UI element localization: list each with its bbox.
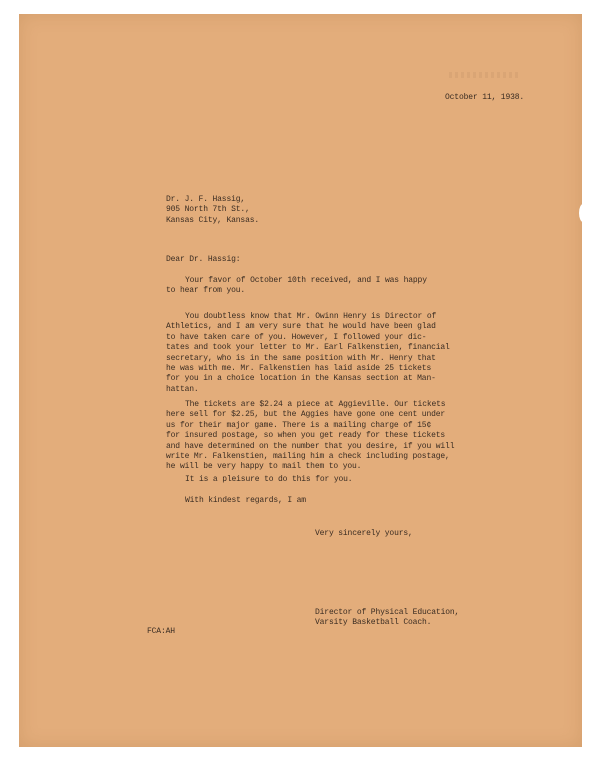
address-line: 905 North 7th St., [166,205,250,215]
address-line: Kansas City, Kansas. [166,215,260,225]
address-line: Dr. J. F. Hassig, [166,195,246,204]
paragraph-line: he will be very happy to mail them to you. [166,462,362,472]
letter-date: October 11, 1938. [445,93,525,102]
paragraph-line: and have determined on the number that you desire, if you will [166,441,455,451]
paragraph-line: The tickets are $2.24 a piece at Aggieville. Our tickets [185,400,446,409]
regards-line: With kindest regards, I am [185,496,306,505]
reference-initials: FCA:AH [147,627,175,636]
paragraph-line: Athletics, and I am very sure that he would have been glad [166,322,436,332]
paragraph-line: here sell for $2.25, but the Aggies have gone one cent under [166,410,446,420]
paragraph-line: hattan. [166,384,199,394]
complimentary-close: Very sincerely yours, [315,529,413,538]
paragraph-3 [166,400,454,473]
salutation: Dear Dr. Hassig: [166,255,241,264]
recipient-address [166,195,259,226]
letter-page [19,14,582,747]
paragraph-line: write Mr. Falkenstien, mailing him a check including postage, [166,452,450,462]
faint-stamp-mark [449,72,519,78]
paper-edge-notch [579,204,587,222]
paragraph-2 [166,312,450,395]
pleasure-line: It is a pleisure to do this for you. [185,475,353,484]
paragraph-line: to hear from you. [166,286,246,296]
paragraph-line: Your favor of October 10th received, and I was happy [185,276,427,285]
signature-title: Varsity Basketball Coach. [315,618,432,628]
paragraph-line: You doubtless know that Mr. Owinn Henry is Director of [185,312,437,321]
paragraph-line: us for their major game. There is a mailing charge of 15¢ [166,420,432,430]
paragraph-line: he was with me. Mr. Falkenstien has laid aside 25 tickets [166,364,432,374]
paragraph-line: secretary, who is in the same position with Mr. Henry that [166,353,436,363]
paragraph-line: for insured postage, so when you get ready for these tickets [166,431,446,441]
paragraph-1 [166,276,427,297]
signature-title: Director of Physical Education, [315,608,460,617]
paragraph-line: for you in a choice location in the Kansas section at Man- [166,374,436,384]
paragraph-line: to have taken care of you. However, I followed your dic- [166,332,427,342]
signature-block [315,608,459,629]
paragraph-line: tates and took your letter to Mr. Earl Falkenstien, financial [166,343,450,353]
